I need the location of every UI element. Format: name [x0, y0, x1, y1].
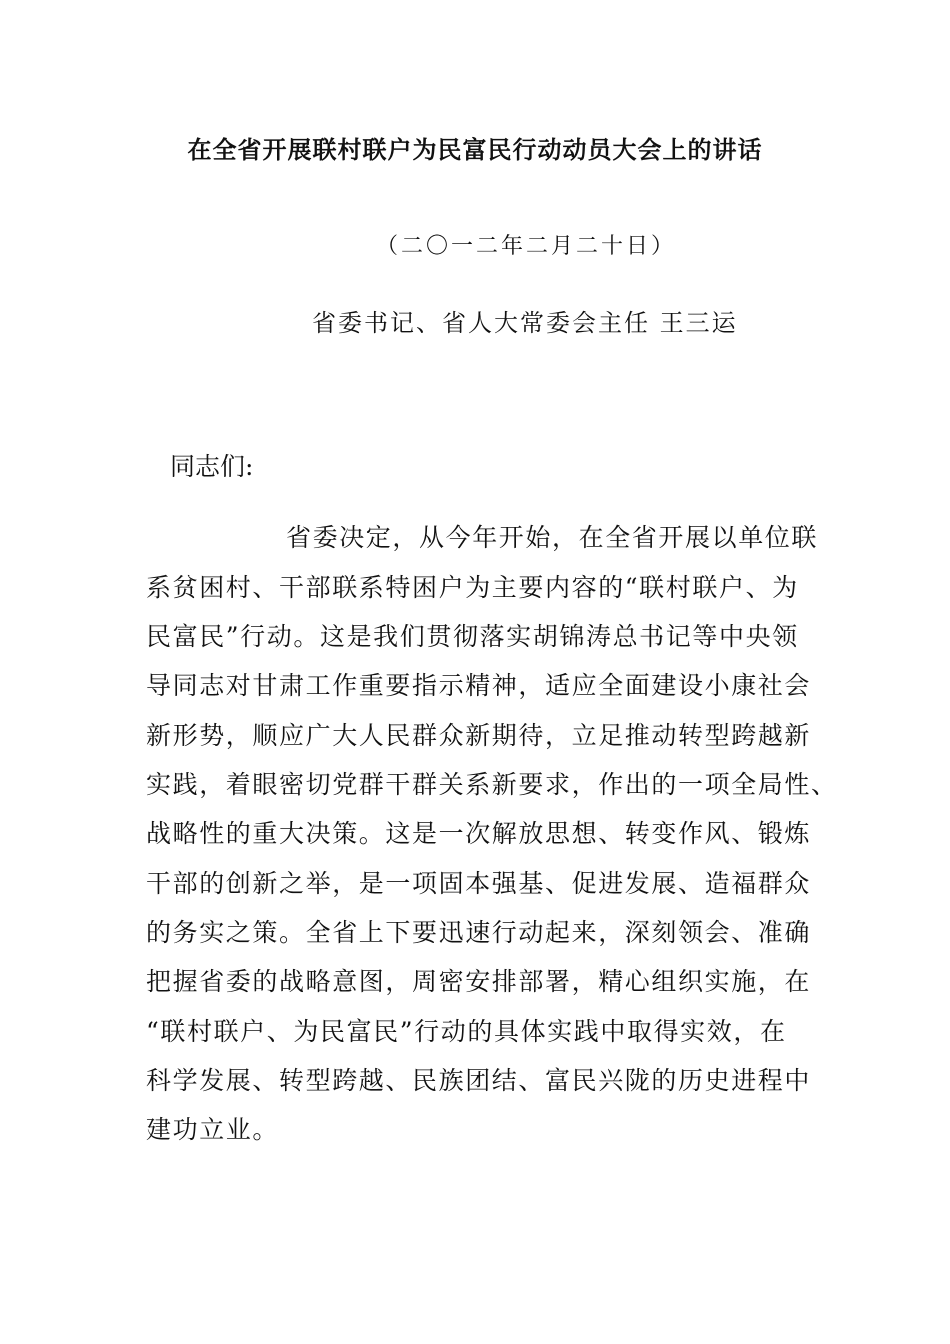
speech-date: （二〇一二年二月二十日）	[376, 234, 677, 259]
paragraph-line: “联村联户、为民富民”行动的具体实践中取得实效，在	[146, 1017, 787, 1046]
paragraph-line: 科学发展、转型跨越、民族团结、富民兴陇的历史进程中	[146, 1066, 812, 1095]
paragraph-line: 把握省委的战略意图，周密安排部署，精心组织实施，在	[146, 967, 812, 996]
paragraph-line: 战略性的重大决策。这是一次解放思想、转变作风、锻炼	[146, 819, 812, 848]
paragraph-line: 民富民”行动。这是我们贯彻落实胡锦涛总书记等中央领	[146, 622, 799, 651]
paragraph-line: 的务实之策。全省上下要迅速行动起来，深刻领会、准确	[146, 918, 812, 947]
salutation: 同志们:	[170, 452, 254, 481]
paragraph-line: 建功立业。	[146, 1115, 280, 1144]
paragraph-line: 干部的创新之举，是一项固本强基、促进发展、造福群众	[146, 869, 812, 898]
document-title: 在全省开展联村联户为民富民行动动员大会上的讲话	[187, 136, 763, 164]
paragraph-line: 实践，着眼密切党群干群关系新要求，作出的一项全局性、	[146, 770, 838, 799]
speaker-line: 省委书记、省人大常委会主任 王三运	[312, 309, 738, 337]
paragraph-line: 系贫困村、干部联系特困户为主要内容的“联村联户、为	[146, 573, 799, 602]
paragraph-line: 省委决定，从今年开始，在全省开展以单位联	[286, 523, 819, 552]
paragraph-line: 导同志对甘肃工作重要指示精神，适应全面建设小康社会	[146, 671, 812, 700]
paragraph-line: 新形势，顺应广大人民群众新期待，立足推动转型跨越新	[146, 721, 812, 750]
